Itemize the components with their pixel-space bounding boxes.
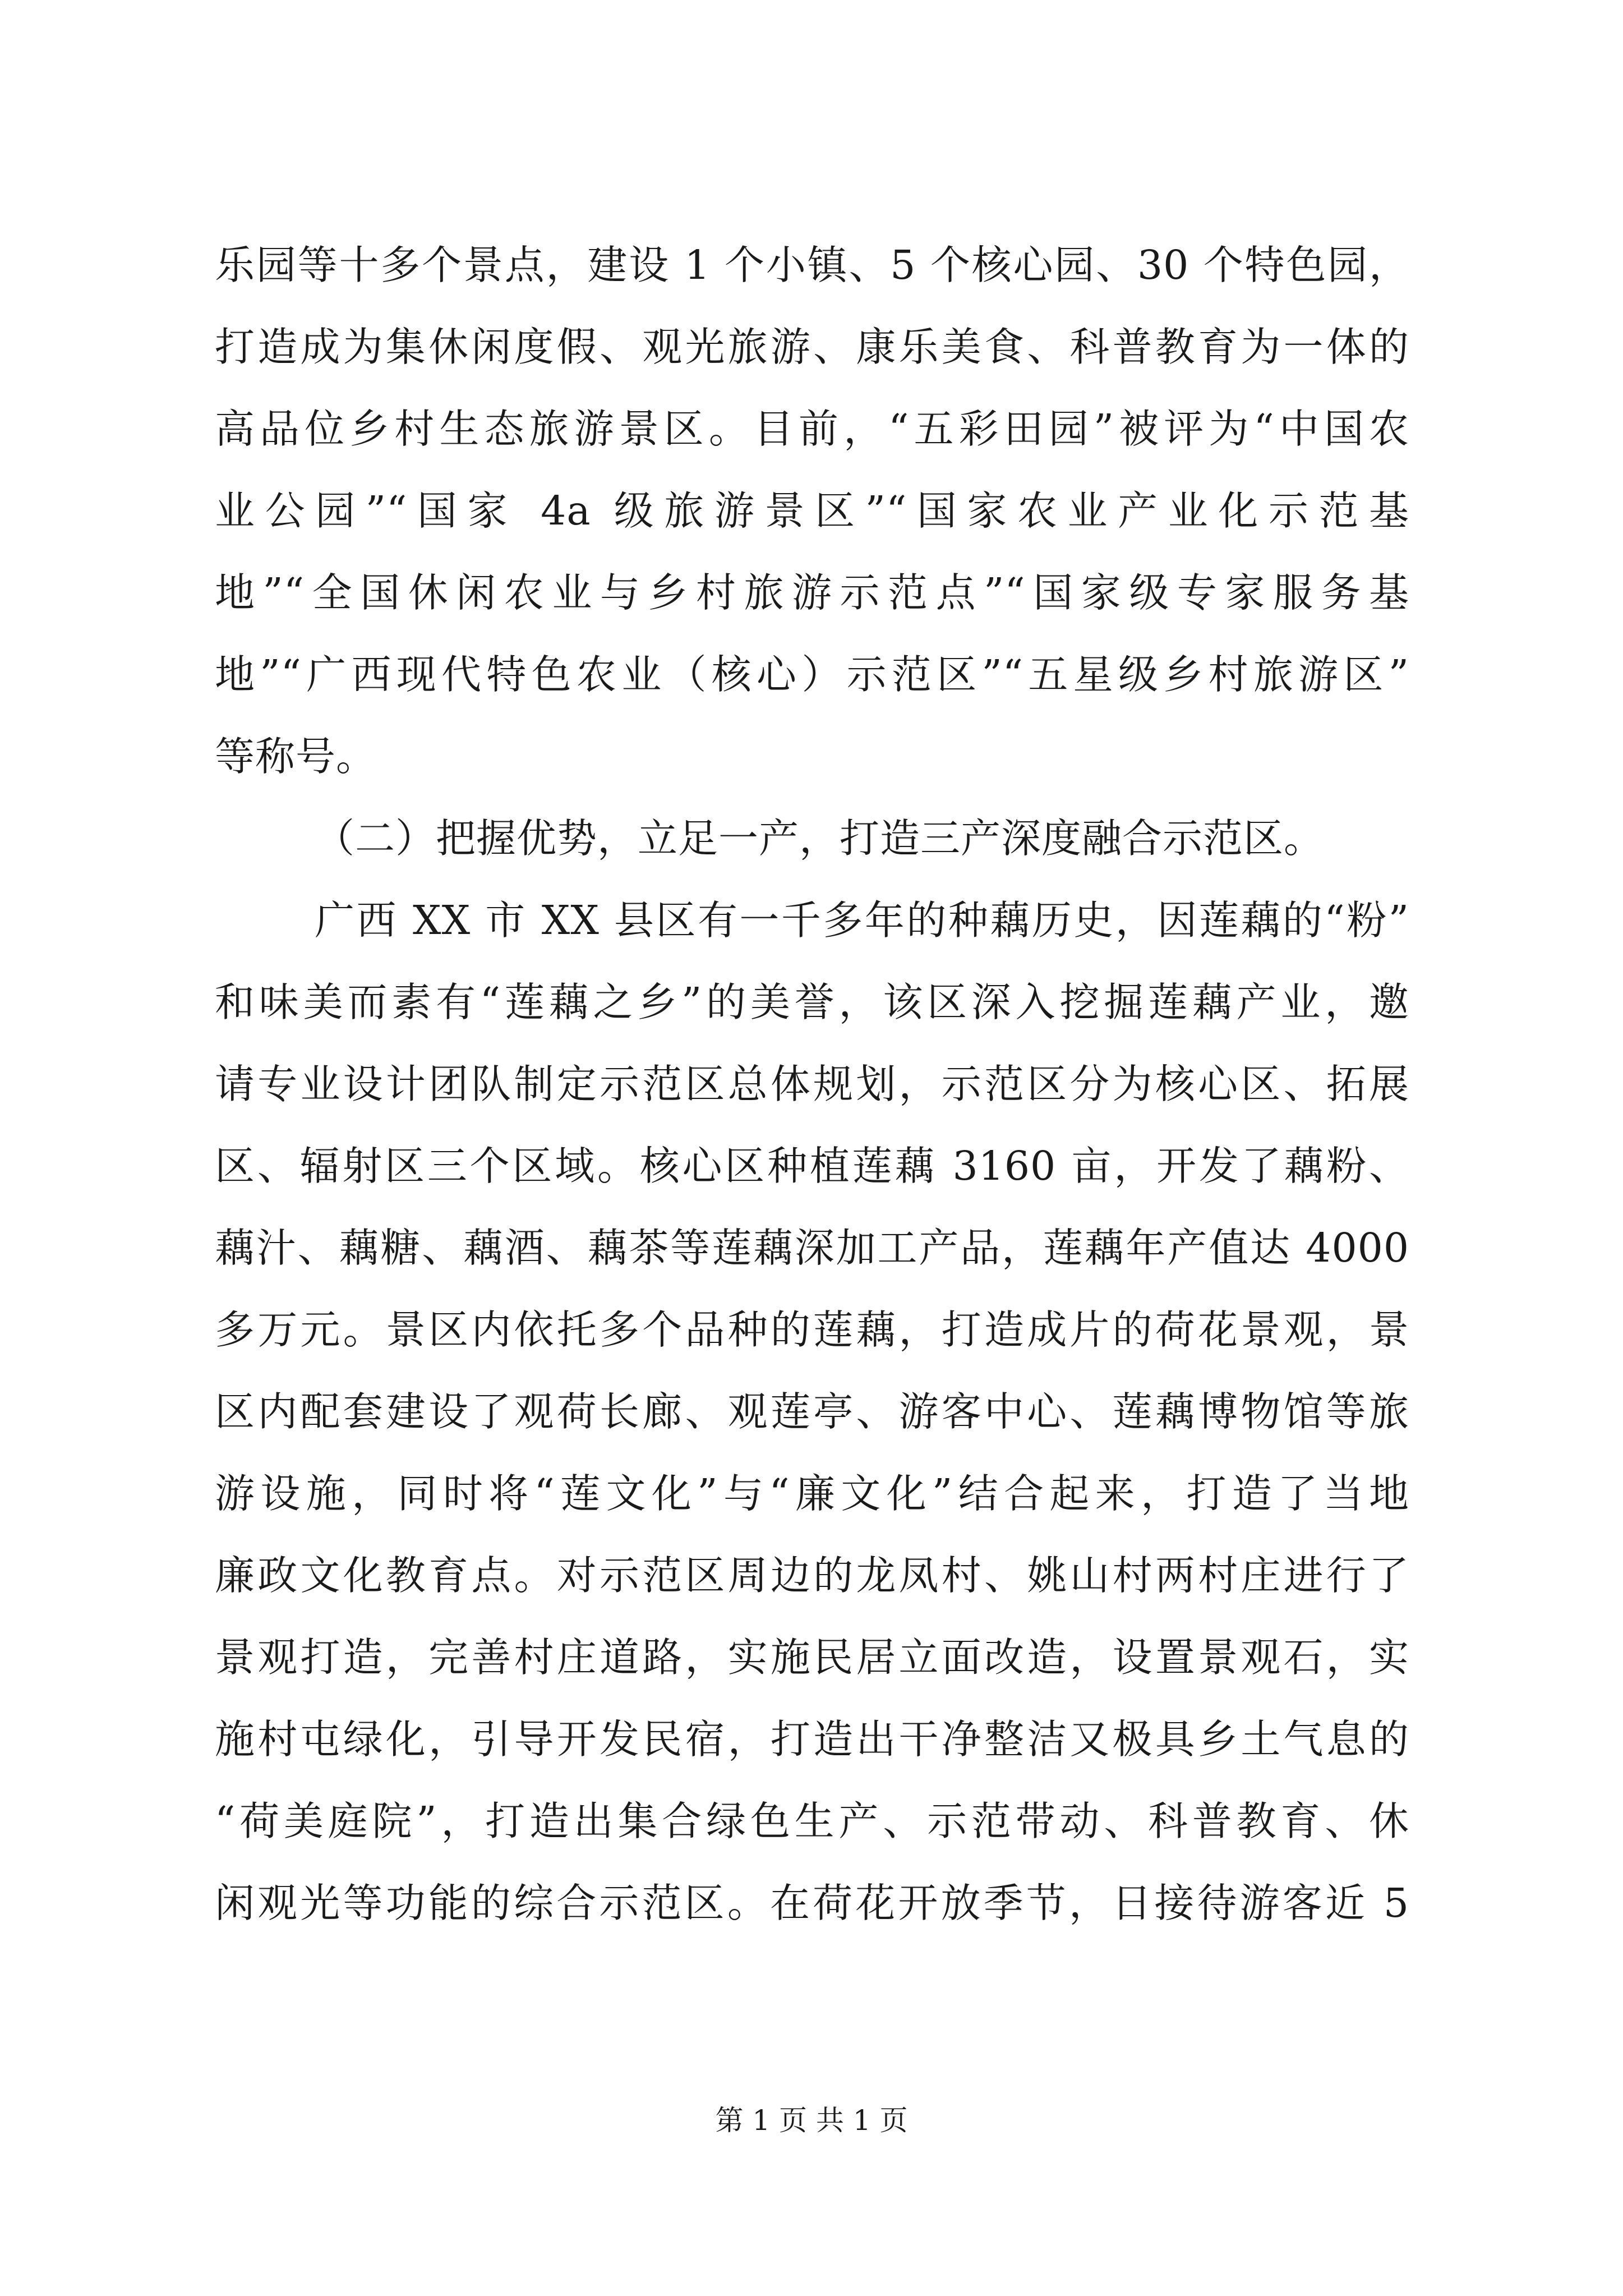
text-line: 游设施，同时将“莲文化”与“廉文化”结合起来，打造了当地 — [215, 1470, 1409, 1517]
text-line: 和味美而素有“莲藕之乡”的美誉，该区深入挖掘莲藕产业，邀 — [215, 979, 1409, 1025]
text-line: 区、辐射区三个区域。核心区种植莲藕 3160 亩，开发了藕粉、 — [215, 1143, 1409, 1189]
text-line: “荷美庭院”，打造出集合绿色生产、示范带动、科普教育、休 — [215, 1798, 1409, 1844]
text-line: 广西 XX 市 XX 县区有一千多年的种藕历史，因莲藕的“粉” — [315, 897, 1409, 944]
text-line: 打造成为集休闲度假、观光旅游、康乐美食、科普教育为一体的 — [215, 324, 1409, 370]
text-line: 高品位乡村生态旅游景区。目前，“五彩田园”被评为“中国农 — [215, 406, 1409, 452]
text-line: 区内配套建设了观荷长廊、观莲亭、游客中心、莲藕博物馆等旅 — [215, 1388, 1409, 1435]
text-line: 多万元。景区内依托多个品种的莲藕，打造成片的荷花景观，景 — [215, 1306, 1409, 1353]
text-line: 业公园”“国家 4a 级旅游景区”“国家农业产业化示范基 — [215, 487, 1409, 534]
text-line: 请专业设计团队制定示范区总体规划，示范区分为核心区、拓展 — [215, 1061, 1409, 1107]
text-line: 闲观光等功能的综合示范区。在荷花开放季节，日接待游客近 5 — [215, 1880, 1409, 1926]
text-line: 施村屯绿化，引导开发民宿，打造出干净整洁又极具乡土气息的 — [215, 1716, 1409, 1763]
text-line: 廉政文化教育点。对示范区周边的龙凤村、姚山村两村庄进行了 — [215, 1552, 1409, 1599]
paragraph — [215, 880, 1409, 1944]
paragraph — [215, 224, 1409, 798]
text-line: 等称号。 — [215, 733, 377, 780]
text-line: 乐园等十多个景点，建设 1 个小镇、5 个核心园、30 个特色园， — [215, 242, 1409, 288]
text-line: 藕汁、藕糖、藕酒、藕茶等莲藕深加工产品，莲藕年产值达 4000 — [215, 1225, 1409, 1271]
document-body — [215, 224, 1409, 1944]
text-line: 景观打造，完善村庄道路，实施民居立面改造，设置景观石，实 — [215, 1634, 1409, 1681]
text-line: 地”“全国休闲农业与乡村旅游示范点”“国家级专家服务基 — [215, 569, 1409, 616]
page-footer: 第 1 页 共 1 页 — [715, 2104, 908, 2137]
section-heading: （二）把握优势，立足一产，打造三产深度融合示范区。 — [315, 815, 1325, 862]
text-line: 地”“广西现代特色农业（核心）示范区”“五星级乡村旅游区” — [215, 651, 1409, 698]
